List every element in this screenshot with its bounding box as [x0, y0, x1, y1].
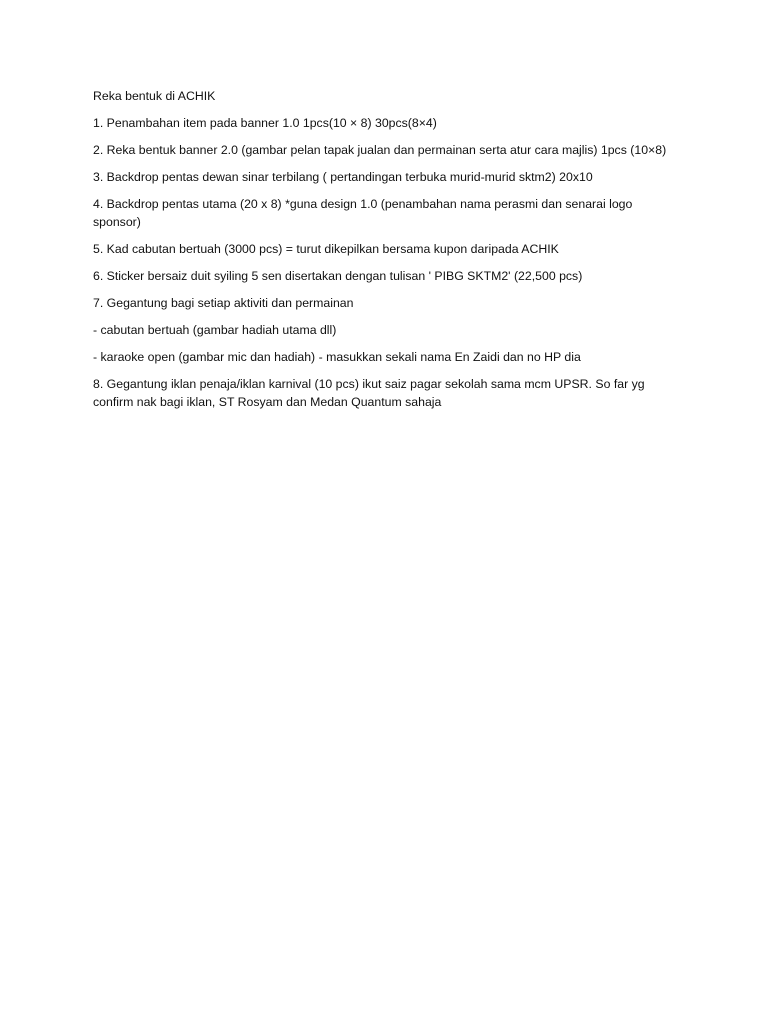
list-item: 8. Gegantung iklan penaja/iklan karnival (10 pcs) ikut saiz pagar sekolah sama mcm UPSR. So far yg confirm nak bagi iklan, ST Rosyam dan Medan Quantum sahaja	[93, 377, 645, 409]
document-title: Reka bentuk di ACHIK	[93, 89, 216, 103]
list-item: 1. Penambahan item pada banner 1.0 1pcs(10 × 8) 30pcs(8×4)	[93, 116, 437, 130]
list-item: 4. Backdrop pentas utama (20 x 8) *guna design 1.0 (penambahan nama perasmi dan senarai logo sponsor)	[93, 197, 633, 229]
list-item: 2. Reka bentuk banner 2.0 (gambar pelan tapak jualan dan permainan serta atur cara majlis) 1pcs (10×8)	[93, 143, 667, 157]
list-item: 6. Sticker bersaiz duit syiling 5 sen disertakan dengan tulisan ' PIBG SKTM2' (22,500 pcs)	[93, 269, 583, 283]
list-item: 3. Backdrop pentas dewan sinar terbilang ( pertandingan terbuka murid-murid sktm2) 20x10	[93, 170, 593, 184]
list-item: - cabutan bertuah (gambar hadiah utama dll)	[93, 323, 337, 337]
document-body	[93, 87, 678, 420]
list-item: 5. Kad cabutan bertuah (3000 pcs) = turut dikepilkan bersama kupon daripada ACHIK	[93, 242, 559, 256]
list-item: - karaoke open (gambar mic dan hadiah) - masukkan sekali nama En Zaidi dan no HP dia	[93, 350, 581, 364]
list-item: 7. Gegantung bagi setiap aktiviti dan permainan	[93, 296, 354, 310]
